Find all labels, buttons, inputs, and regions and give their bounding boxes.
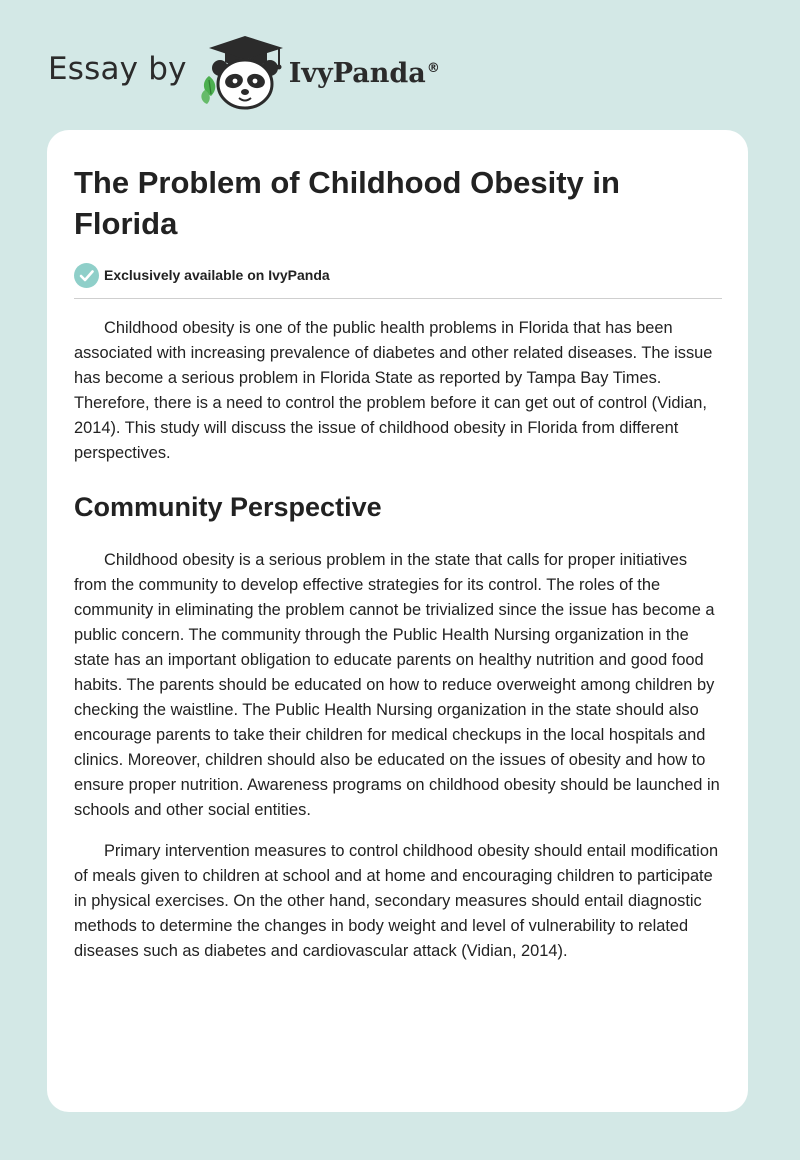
exclusive-badge bbox=[74, 262, 722, 288]
page-title: The Problem of Childhood Obesity in Florida bbox=[74, 165, 620, 241]
brand-prefix: Essay by bbox=[48, 51, 187, 87]
essay-card bbox=[47, 130, 748, 1112]
check-circle-icon bbox=[74, 263, 99, 288]
divider bbox=[74, 298, 722, 299]
section-paragraph-2: Primary intervention measures to control childhood obesity should entail modification of meals given to children at school and at home and encouraging children to participate in physical exercises. On the other hand, secondary measures should entail diagnostic methods to determine the changes in body weight and level of vulnerability to related diseases such as diabetes and cardiovascular attack (Vidian, 2014). bbox=[74, 842, 719, 960]
section-paragraph-1: Childhood obesity is a serious problem in the state that calls for proper initiatives from the community to develop effective strategies for its control. The roles of the community in eliminating the problem cannot be trivialized since the issue has become a public concern. The community through the Public Health Nursing organization in the state has an important obligation to educate parents on healthy nutrition and good food habits. The parents should be educated on how to reduce overweight among children by checking the waistline. The Public Health Nursing organization in the state should also encourage parents to take their children for medical checkups in the local hospitals and clinics. Moreover, children should also be educated on the issues of obesity and how to ensure proper nutrition. Awareness programs on childhood obesity should be launched in schools and other social entities. bbox=[74, 551, 720, 819]
panda-graduate-logo-icon bbox=[199, 32, 287, 112]
exclusive-badge-label: Exclusively available on IvyPanda bbox=[104, 267, 330, 283]
brand-header[interactable] bbox=[48, 32, 440, 112]
brand-name: IvyPanda® bbox=[288, 57, 440, 89]
section-heading: Community Perspective bbox=[74, 492, 382, 522]
intro-paragraph: Childhood obesity is one of the public health problems in Florida that has been associated with increasing prevalence of diabetes and other related diseases. The issue has become a serious problem in Florida State as reported by Tampa Bay Times. Therefore, there is a need to control the problem before it can get out of control (Vidian, 2014). This study will discuss the issue of childhood obesity in Florida from different perspectives. bbox=[74, 319, 713, 462]
